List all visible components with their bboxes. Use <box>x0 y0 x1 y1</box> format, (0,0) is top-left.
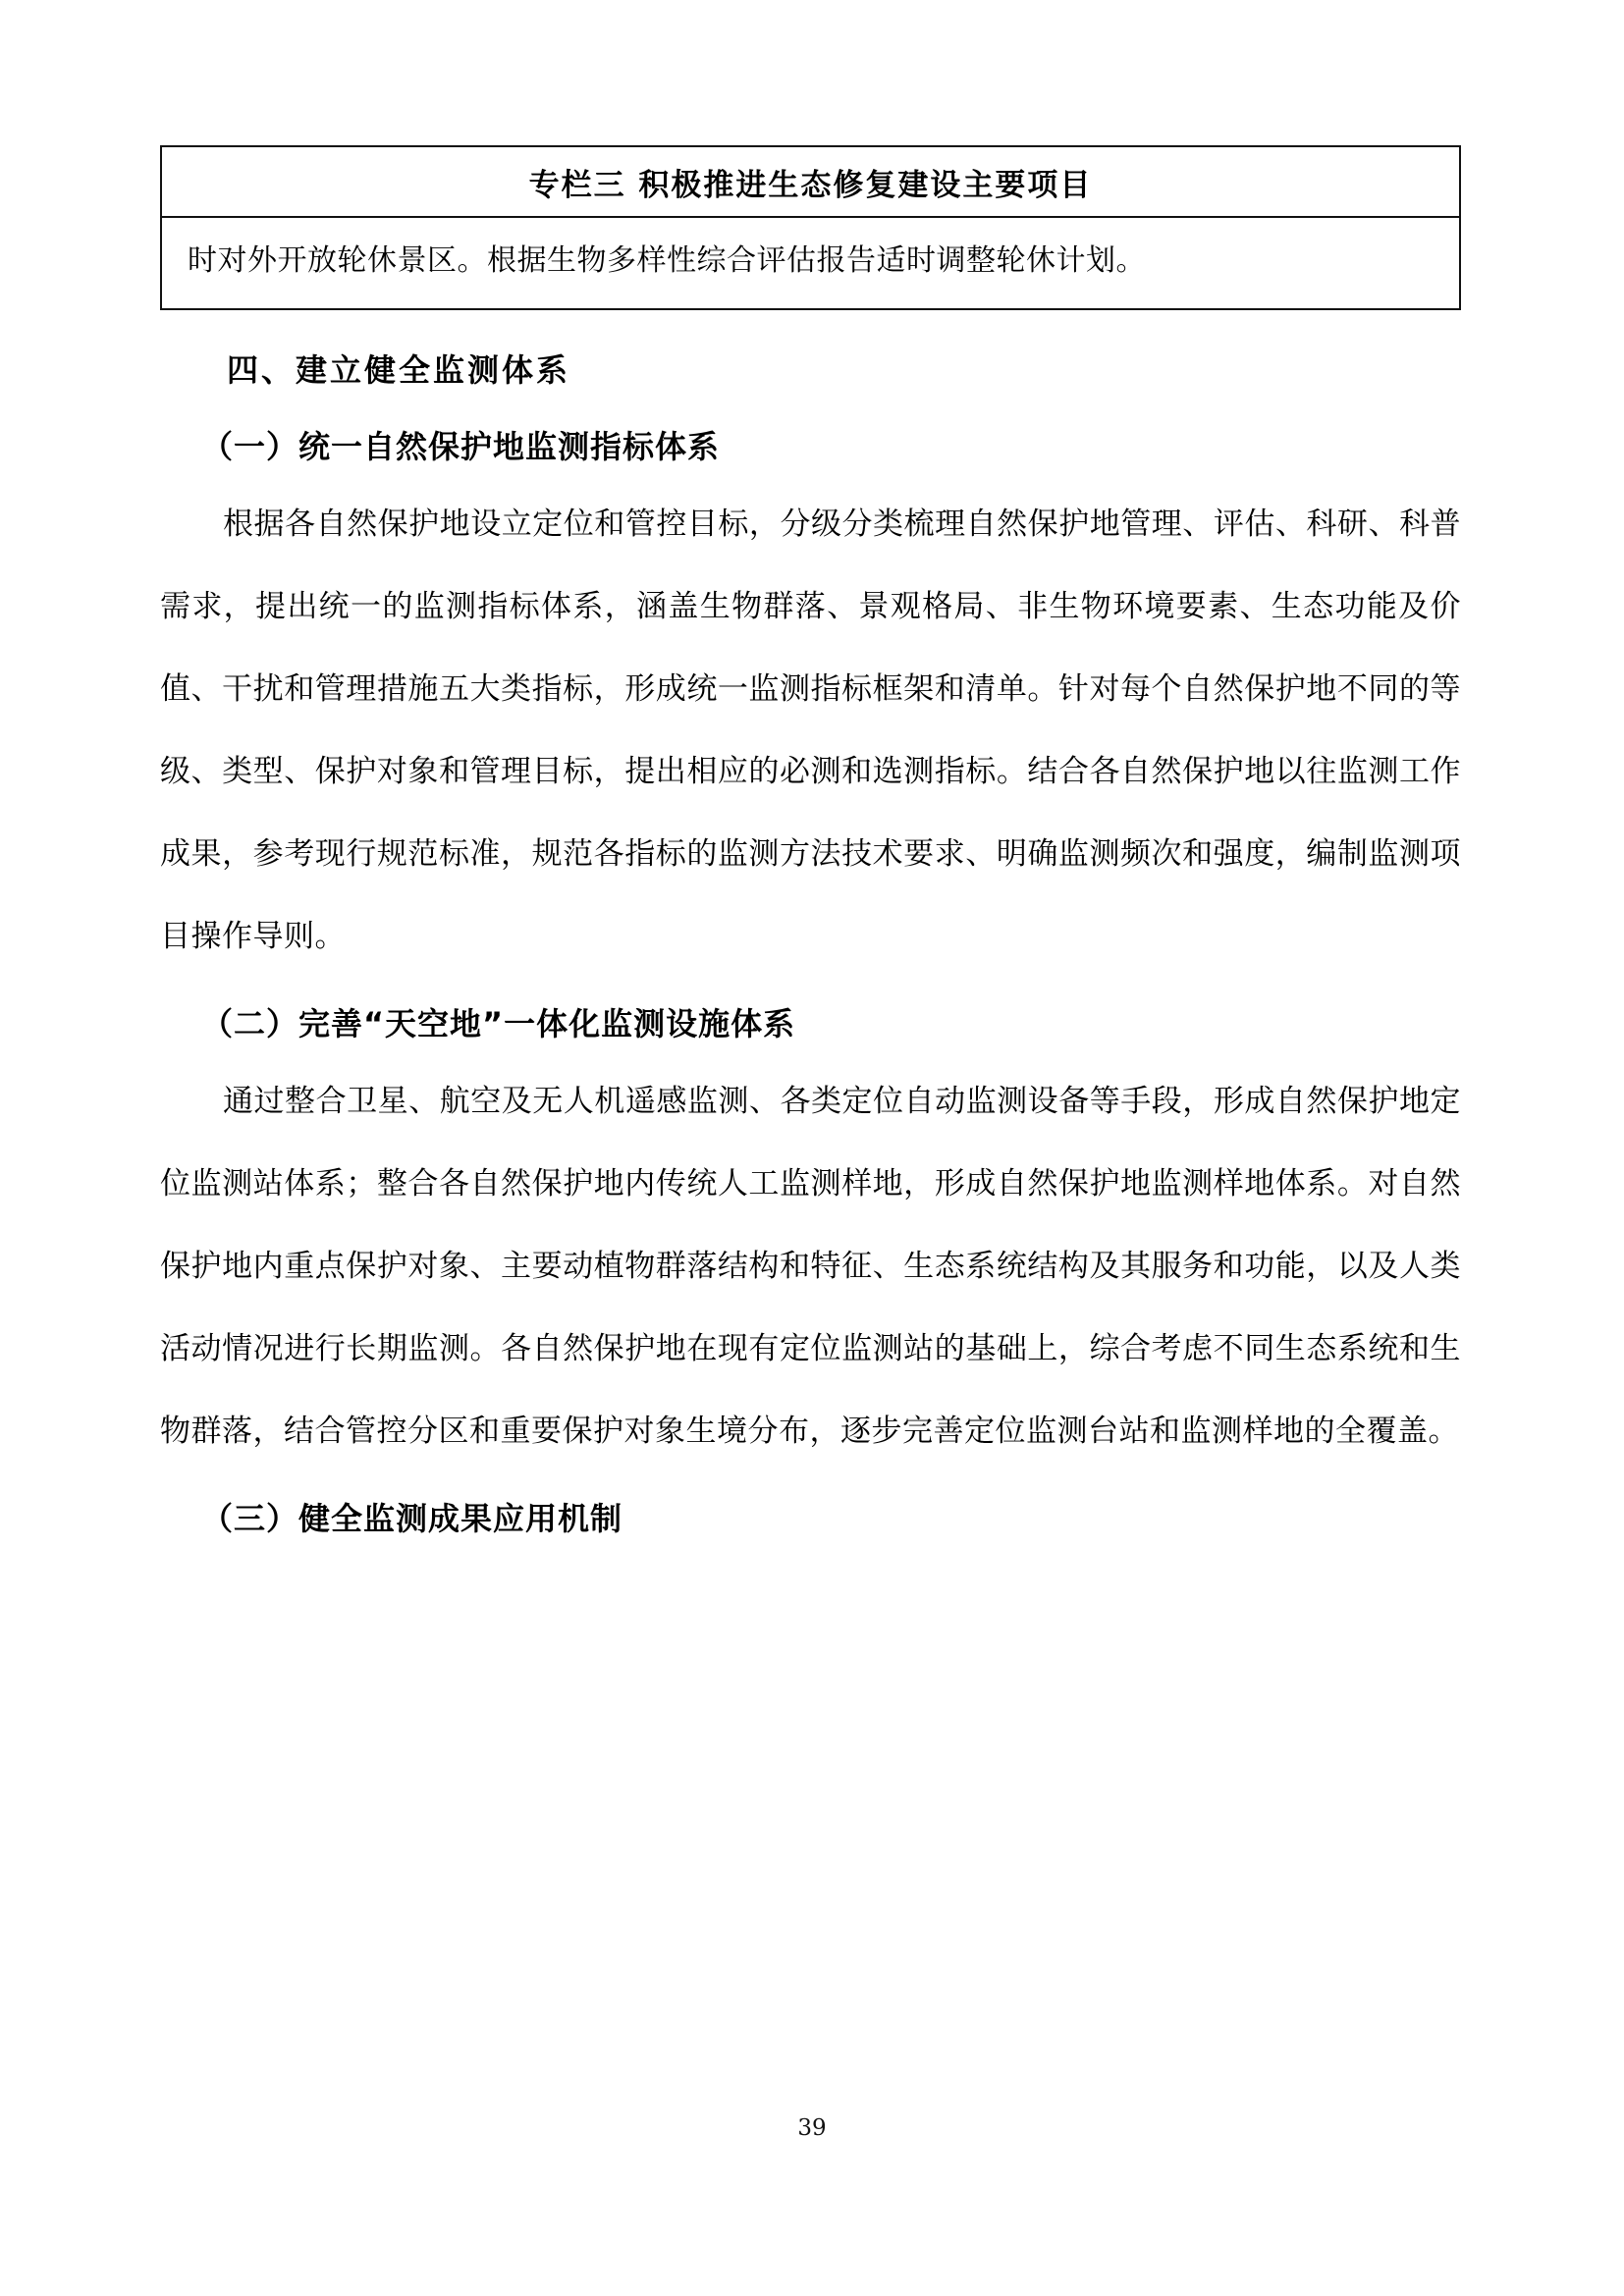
callout-title-row <box>162 147 1459 218</box>
callout-box-column-three <box>160 145 1461 310</box>
subsection-heading-one: （一）统一自然保护地监测指标体系 <box>201 428 721 465</box>
subsection-one-paragraph: 根据各自然保护地设立定位和管控目标，分级分类梳理自然保护地管理、评估、科研、科普需求，提出统一的监测指标体系，涵盖生物群落、景观格局、非生物环境要素、生态功能及价值、干扰和管理措施五大类指标，形成统一监测指标框架和清单。针对每个自然保护地不同的等级、类型、保护对象和管理目标，提出相应的必测和选测指标。结合各自然保护地以往监测工作成果，参考现行规范标准，规范各指标的监测方法技术要求、明确监测频次和强度，编制监测项目操作导则。 <box>160 507 1461 954</box>
subsection-heading-two: （二）完善“天空地”一体化监测设施体系 <box>201 1005 796 1042</box>
page-content <box>160 145 1461 1555</box>
subsection-two-paragraph: 通过整合卫星、航空及无人机遥感监测、各类定位自动监测设备等手段，形成自然保护地定位监测站体系；整合各自然保护地内传统人工监测样地，形成自然保护地监测样地体系。对自然保护地内重点保护对象、主要动植物群落结构和特征、生态系统结构及其服务和功能，以及人类活动情况进行长期监测。各自然保护地在现有定位监测站的基础上，综合考虑不同生态系统和生物群落，结合管控分区和重要保护对象生境分布，逐步完善定位监测台站和监测样地的全覆盖。 <box>160 1084 1461 1449</box>
page-number: 39 <box>797 2115 827 2141</box>
subsection-heading-three: （三）健全监测成果应用机制 <box>201 1500 623 1537</box>
callout-body-text: 时对外开放轮休景区。根据生物多样性综合评估报告适时调整轮休计划。 <box>188 243 1146 278</box>
callout-title: 专栏三 积极推进生态修复建设主要项目 <box>528 167 1093 203</box>
section-heading-four: 四、建立健全监测体系 <box>227 351 571 389</box>
callout-body <box>162 218 1459 308</box>
